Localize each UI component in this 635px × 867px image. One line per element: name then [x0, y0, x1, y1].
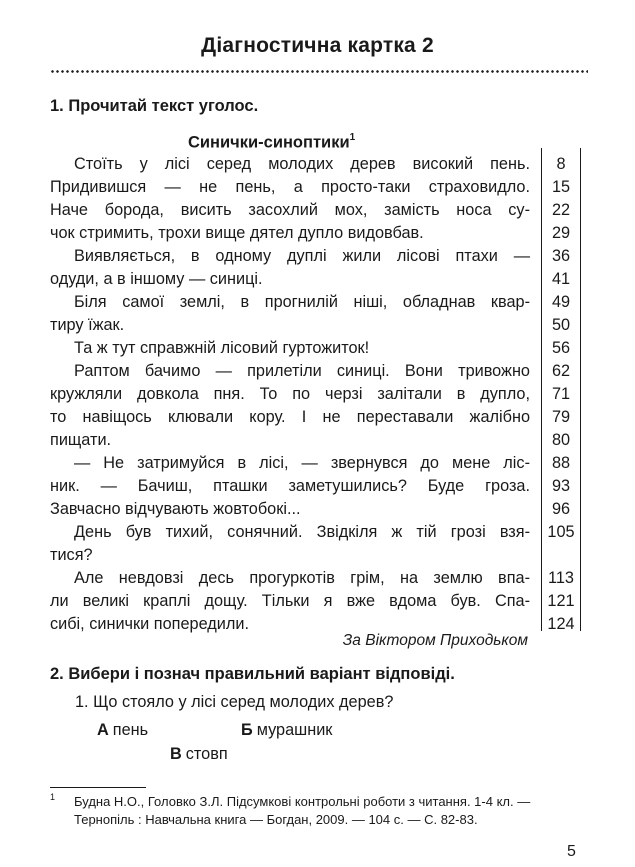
text-line: то навіщось клювали кору. І не переставали жалібно — [50, 408, 530, 426]
word-count: 80 — [551, 431, 571, 449]
word-count: 41 — [551, 270, 571, 288]
page-title: Діагностична картка 2 — [201, 34, 434, 57]
word-count: 56 — [551, 339, 571, 357]
answer-letter: В — [170, 745, 182, 763]
text-line: Біля самої землі, в прогнилій ніші, обладнав квар- — [74, 293, 530, 311]
text-line: Придивишся — не пень, а просто-таки страховидло. — [50, 178, 530, 196]
text-line: Раптом бачимо — прилетіли синиці. Вони тривожно — [74, 362, 530, 380]
answer-text: пень — [112, 721, 149, 739]
text-line: Стоїть у лісі серед молодих дерев високий пень. — [74, 155, 530, 173]
word-count: 71 — [551, 385, 571, 403]
text-line: Виявляється, в одному дуплі жили лісові птахи — — [74, 247, 530, 265]
text-line: Наче борода, висить засохлий мох, замість носа су- — [50, 201, 530, 219]
text-line: Та ж тут справжній лісовий гуртожиток! — [74, 339, 370, 357]
word-count: 49 — [551, 293, 571, 311]
text-line: тиру їжак. — [50, 316, 125, 334]
answer-letter: А — [97, 721, 109, 739]
task-2-heading: 2. Вибери і познач правильний варіант відповіді. — [50, 665, 455, 683]
word-count: 29 — [551, 224, 571, 242]
text-line: ник. — Бачиш, пташки заметушились? Буде гроза. — [50, 477, 530, 495]
text-line: тися? — [50, 546, 93, 564]
footnote-line: Будна Н.О., Головко З.Л. Підсумкові контрольні роботи з читання. 1-4 кл. — — [74, 794, 531, 809]
text-line: Завчасно відчувають жовтобокі... — [50, 500, 301, 518]
text-line: кружляли довкола пня. То по черзі залітали в дупло, — [50, 385, 530, 403]
text-line: пищати. — [50, 431, 112, 449]
word-count: 8 — [556, 155, 566, 173]
word-count: 96 — [551, 500, 571, 518]
word-count-column — [541, 148, 581, 631]
answer-option-a[interactable] — [97, 721, 148, 740]
text-line: День був тихий, сонячний. Звідкіля ж тій грозі взя- — [74, 523, 530, 541]
footnote-line: Тернопіль : Навчальна книга — Богдан, 2009. — 104 с. — С. 82-83. — [74, 812, 478, 827]
story-author: За Віктором Приходьком — [342, 632, 528, 649]
text-line: ли великі краплі дощу. Тільки я вже вдома був. Спа- — [50, 592, 530, 610]
text-line: одуди, а в іншому — синиці. — [50, 270, 263, 288]
word-count: 79 — [551, 408, 571, 426]
answer-option-b[interactable] — [241, 721, 332, 740]
text-line: чок стримить, трохи вище дятел дупло видовбав. — [50, 224, 424, 242]
dotted-divider — [50, 70, 588, 73]
footnote-ref: 1 — [349, 132, 356, 143]
answer-letter: Б — [241, 721, 253, 739]
answer-text: мурашник — [256, 721, 333, 739]
story-title — [188, 133, 355, 153]
task-1-heading: 1. Прочитай текст уголос. — [50, 97, 259, 115]
answer-text: стовп — [185, 745, 228, 763]
footnote — [74, 793, 594, 829]
text-line: сибі, синички попередили. — [50, 615, 249, 633]
story-text — [50, 153, 530, 636]
word-count: 50 — [551, 316, 571, 334]
word-count: 22 — [551, 201, 571, 219]
page-number: 5 — [567, 843, 576, 860]
answer-option-v[interactable] — [170, 745, 228, 764]
word-count: 124 — [547, 615, 575, 633]
footnote-divider — [50, 787, 146, 788]
word-count: 113 — [548, 569, 574, 587]
word-count: 121 — [547, 592, 575, 610]
word-count: 105 — [547, 523, 575, 541]
question-1: 1. Що стояло у лісі серед молодих дерев? — [75, 693, 394, 711]
word-count: 93 — [551, 477, 571, 495]
word-count: 36 — [551, 247, 571, 265]
word-count: 62 — [551, 362, 571, 380]
footnote-marker: 1 — [50, 792, 56, 802]
word-count: 88 — [551, 454, 571, 472]
text-line: — Не затримуйся в лісі, — звернувся до мене ліс- — [74, 454, 530, 472]
story-title-text: Синички-синоптики — [188, 133, 350, 152]
word-count: 15 — [551, 178, 571, 196]
text-line: Але невдовзі десь прогуркотів грім, на землю впа- — [74, 569, 530, 587]
